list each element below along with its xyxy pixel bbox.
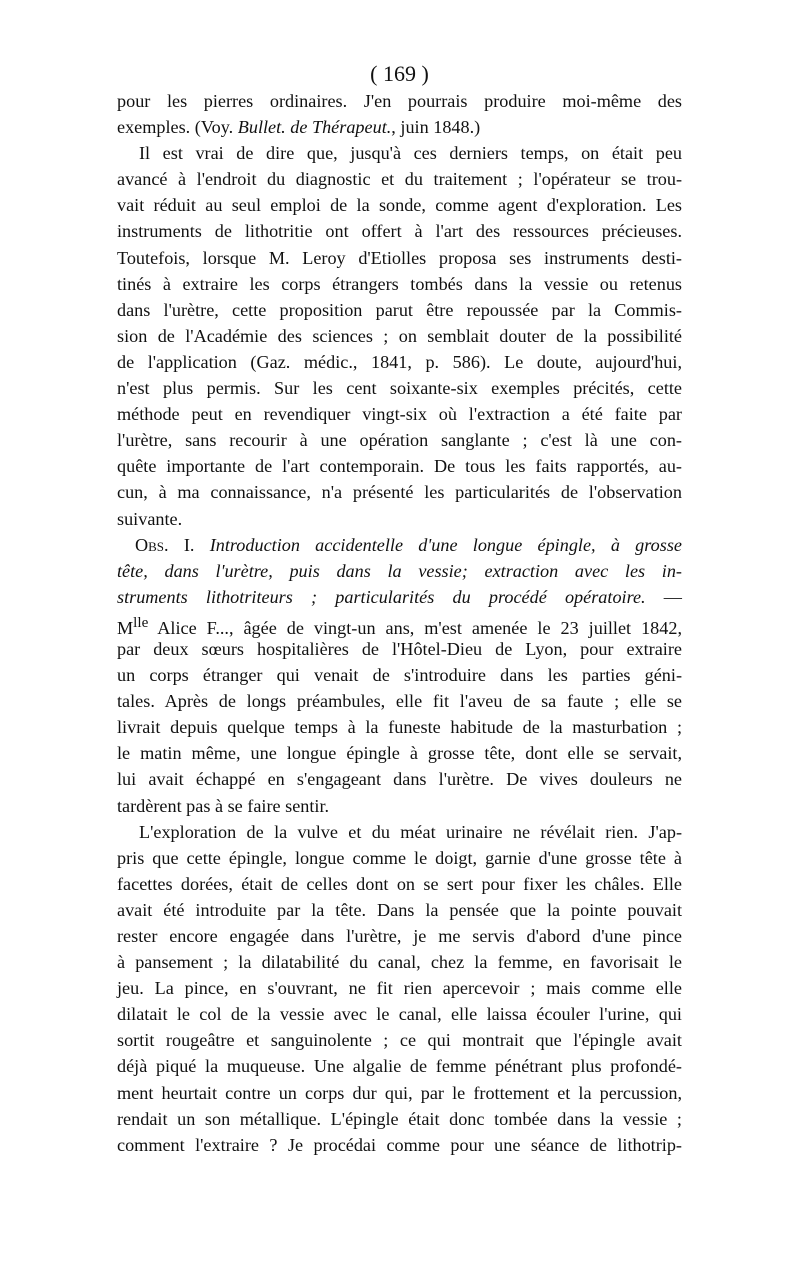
text-line: rendait un son métallique. L'épingle était donc tombée dans la vessie ; [117, 1108, 682, 1129]
text-line: de l'application (Gaz. médic., 1841, p. 586). Le doute, aujourd'hui, [117, 351, 682, 372]
text-line: sion de l'Académie des sciences ; on semblait douter de la possibilité [117, 325, 682, 346]
text-line: $M^{lle}$ Alice F..., âgée de vingt-un ans, m'est amenée le 23 juillet 1842, [117, 613, 682, 638]
text-line: dans l'urètre, cette proposition parut être repoussée par la Commis- [117, 299, 682, 320]
text-line: tardèrent pas à se faire sentir. [117, 795, 330, 816]
document-page [117, 62, 682, 1158]
text-line: facettes dorées, était de celles dont on se sert pour fixer les châles. Elle [117, 873, 682, 894]
text-line: avait été introduite par la tête. Dans la pensée que la pointe pouvait [117, 899, 682, 920]
text-line: rester encore engagée dans l'urètre, je me servis d'abord d'une pince [117, 926, 682, 946]
text-line: exemples. (Voy. Bullet. de Thérapeut., juin 1848.) [117, 117, 481, 138]
text-line: Toutefois, lorsque M. Leroy d'Etiolles proposa ses instruments desti- [117, 247, 682, 268]
text-line: dilatait le col de la vessie avec le canal, elle laissa écouler l'urine, qui [117, 1004, 682, 1025]
observation-heading-line: Obs. I. Introduction accidentelle d'une longue épingle, à grosse [135, 534, 682, 555]
text-line: méthode peut en revendiquer vingt-six où l'extraction a été faite par [117, 404, 682, 425]
observation-heading-line: struments lithotriteurs ; particularités du procédé opératoire. — [117, 586, 682, 607]
text-line: à pansement ; la dilatabilité du canal, chez la femme, en favorisait le [117, 952, 682, 973]
text-line: sortit rougeâtre et sanguinolente ; ce qui montrait que l'épingle avait [117, 1030, 682, 1051]
text-line: Il est vrai de dire que, jusqu'à ces derniers temps, on était peu [139, 143, 682, 164]
text-line: suivante. [117, 508, 183, 529]
text-line: ment heurtait contre un corps dur qui, par le frottement et la percussion, [117, 1082, 682, 1103]
text-line: comment l'extraire ? Je procédai comme pour une séance de lithotrip- [117, 1134, 682, 1155]
text-line: pris que cette épingle, longue comme le doigt, garnie d'une grosse tête à [117, 847, 682, 868]
text-line: tinés à extraire les corps étrangers tombés dans la vessie ou retenus [117, 273, 682, 294]
text-line: livrait depuis quelque temps à la funeste habitude de la masturbation ; [117, 717, 682, 738]
text-line: quête importante de l'art contemporain. De tous les faits rapportés, au- [117, 456, 682, 477]
text-line: jeu. La pince, en s'ouvrant, ne fit rien apercevoir ; mais comme elle [117, 978, 682, 999]
text-line: pour les pierres ordinaires. J'en pourrais produire moi-même des [117, 91, 682, 111]
body-text [117, 88, 682, 1158]
text-line: déjà piqué la muqueuse. Une algalie de femme pénétrant plus profondé- [117, 1056, 682, 1077]
text-line: vait réduit au seul emploi de la sonde, comme agent d'exploration. Les [117, 195, 682, 216]
text-line: l'urètre, sans recourir à une opération sanglante ; c'est là une con- [117, 430, 682, 451]
text-line: un corps étranger qui venait de s'introduire dans les parties géni- [117, 665, 682, 686]
text-line: L'exploration de la vulve et du méat urinaire ne révélait rien. J'ap- [139, 821, 682, 842]
text-line: n'est plus permis. Sur les cent soixante-six exemples précités, cette [117, 378, 682, 399]
text-line: instruments de lithotritie ont offert à l'art des ressources précieuses. [117, 221, 682, 242]
text-line: le matin même, une longue épingle à grosse tête, dont elle se servait, [117, 743, 682, 764]
text-line: tales. Après de longs préambules, elle fit l'aveu de sa faute ; elle se [117, 691, 682, 712]
text-line: avancé à l'endroit du diagnostic et du traitement ; l'opérateur se trou- [117, 169, 682, 190]
page-number: ( 169 ) [370, 61, 429, 86]
text-line: par deux sœurs hospitalières de l'Hôtel-Dieu de Lyon, pour extraire [117, 638, 682, 659]
text-line: lui avait échappé en s'engageant dans l'urètre. De vives douleurs ne [117, 769, 682, 790]
observation-heading-line: tête, dans l'urètre, puis dans la vessie; extraction avec les in- [117, 560, 682, 581]
text-line: cun, à ma connaissance, n'a présenté les particularités de l'observation [117, 482, 682, 503]
